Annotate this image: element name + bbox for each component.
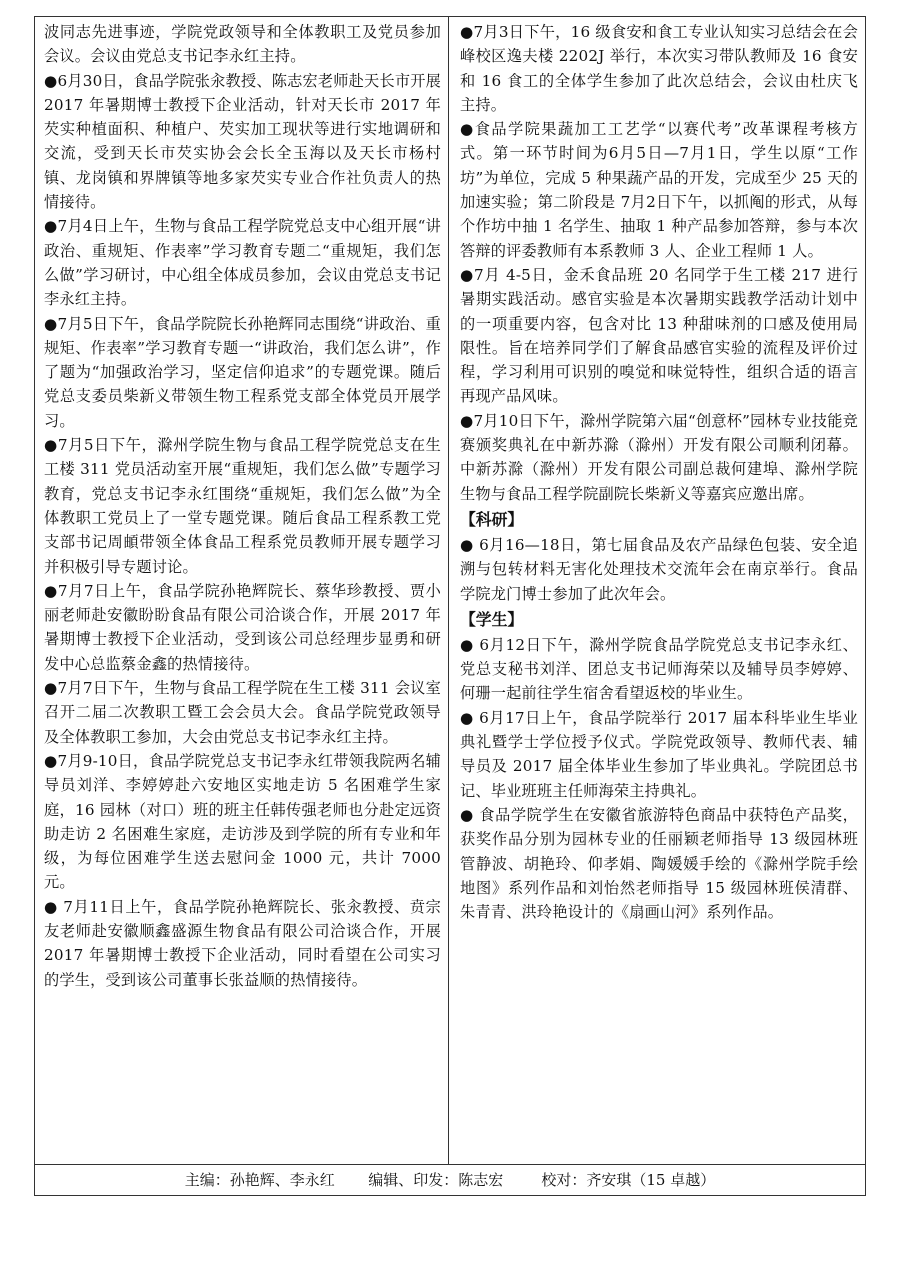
news-item: ●7月9-10日，食品学院党总支书记李永红带领我院两名辅导员刘洋、李婷婷赴六安地区实地走访 5 名困难学生家庭，16 园林（对口）班的班主任韩传强老师也分赴定远资助走访 2 名困难生家庭，走访涉及到学院的所有专业和年级，为每位困难学生送去慰问金 1000 元，共计 7000 元。 bbox=[44, 751, 441, 892]
news-item: ● 6月16—18日，第七届食品及农产品绿色包装、安全追溯与包转材料无害化处理技术交流年会在南京举行。食品学院龙门博士参加了此次年会。 bbox=[460, 535, 858, 603]
news-item: ●7月3日下午，16 级食安和食工专业认知实习总结会在会峰校区逸夫楼 2202J 举行，本次实习带队教师及 16 食安和 16 食工的全体学生参加了此次总结会，会议由杜庆飞主持。 bbox=[460, 23, 858, 114]
news-item: ●7月10日下午，滁州学院第六届“创意杯”园林专业技能竞赛颁奖典礼在中新苏滁（滁州）开发有限公司顺利闭幕。中新苏滁（滁州）开发有限公司副总裁何建埠、滁州学院生物与食品工程学院副院长柴新义等嘉宾应邀出席。 bbox=[460, 411, 858, 503]
section-heading-students: 【学生】 bbox=[460, 609, 524, 629]
news-item: ●7月5日下午，滁州学院生物与食品工程学院党总支在生工楼 311 党员活动室开展“重规矩，我们怎么做”专题学习教育，党总支书记李永红围绕“重规矩，我们怎么做”为全体教职工党员上了一堂专题党课。随后食品工程系教工党支部书记周頔带领全体食品工程系党员教师开展专题学习并积极引导专题讨论。 bbox=[44, 436, 441, 576]
news-item: ● 食品学院学生在安徽省旅游特色商品中获特色产品奖，获奖作品分别为园林专业的任丽颖老师指导 13 级园林班管静波、胡艳玲、仰孝娟、陶媛媛手绘的《滁州学院手绘地图》系列作品和刘怡然老师指导 15 级园林班侯清群、朱青青、洪玲艳设计的《扇画山河》系列作品。 bbox=[460, 805, 858, 922]
news-item: ●6月30日，食品学院张汆教授、陈志宏老师赴天长市开展 2017 年暑期博士教授下企业活动，针对天长市 2017 年芡实种植面积、种植户、芡实加工现状等进行实地调研和交流，受到天长市芡实协会会长全玉海以及天长市杨村镇、龙岗镇和界牌镇等地多家芡实专业合作社负责人的热情接待。 bbox=[44, 71, 441, 212]
news-item: ●7月7日上午，食品学院孙艳辉院长、蔡华珍教授、贾小丽老师赴安徽盼盼食品有限公司洽谈合作，开展 2017 年暑期博士教授下企业活动，受到该公司总经理步显勇和研发中心总监蔡金鑫的热情接待。 bbox=[44, 581, 441, 673]
news-item: ●7月 4-5日，金禾食品班 20 名同学于生工楼 217 进行暑期实践活动。感官实验是本次暑期实践教学活动计划中的一项重要内容，包含对比 13 种甜味剂的口感及使用局限性。旨在培养同学们了解食品感官实验的流程及评价过程，学习利用可识别的嗅觉和味觉特性，组织合适的语言再现产品风味。 bbox=[460, 265, 858, 406]
news-item: ● 7月11日上午，食品学院孙艳辉院长、张汆教授、贲宗友老师赴安徽顺鑫盛源生物食品有限公司洽谈合作，开展 2017 年暑期博士教授下企业活动，同时看望在公司实习的学生，受到该公司董事长张益顺的热情接待。 bbox=[44, 897, 441, 989]
news-item: ●食品学院果蔬加工工艺学“以赛代考”改革课程考核方式。第一环节时间为6月5日—7月1日，学生以原“工作坊”为单位，完成 5 种果蔬产品的开发，完成至少 25 天的加速实验；第二阶段是 7月2日下午，以抓阄的形式，从每个作坊中抽 1 名学生、抽取 1 种产品参加答辩，参与本次答辩的评委教师有本系教师 3 人、企业工程师 1 人。 bbox=[460, 120, 858, 260]
footer-layout: 编辑、印发：陈志宏 bbox=[368, 1171, 504, 1189]
left-column bbox=[34, 16, 448, 1164]
footer-proofread: 校对：齐安琪（15 卓越） bbox=[541, 1171, 716, 1189]
news-item: ● 6月12日下午，滁州学院食品学院党总支书记李永红、党总支秘书刘洋、团总支书记师海荣以及辅导员李婷婷、何珊一起前往学生宿舍看望返校的毕业生。 bbox=[460, 635, 858, 703]
footer-editor: 主编：孙艳辉、李永红 bbox=[184, 1171, 335, 1189]
news-item: 波同志先进事迹，学院党政领导和全体教职工及党员参加会议。会议由党总支书记李永红主持。 bbox=[44, 23, 441, 66]
news-item: ●7月5日下午，食品学院院长孙艳辉同志围绕“讲政治、重规矩、作表率”学习教育专题一“讲政治，我们怎么讲”，作了题为“加强政治学习，坚定信仰追求”的专题党课。随后党总支委员柴新义带领生物工程系党支部全体党员开展学习。 bbox=[44, 314, 441, 430]
footer-credits bbox=[34, 1164, 866, 1196]
news-item: ●7月7日下午，生物与食品工程学院在生工楼 311 会议室召开二届二次教职工暨工会会员大会。食品学院党政领导及全体教职工参加，大会由党总支书记李永红主持。 bbox=[44, 679, 441, 746]
section-heading-research: 【科研】 bbox=[460, 509, 524, 529]
news-item: ● 6月17日上午，食品学院举行 2017 届本科毕业生毕业典礼暨学士学位授予仪式。学院党政领导、教师代表、辅导员及 2017 届全体毕业生参加了毕业典礼。学院团总书记、毕业班班主任师海荣主持典礼。 bbox=[460, 708, 858, 800]
news-item: ●7月4日上午，生物与食品工程学院党总支中心组开展“讲政治、重规矩、作表率”学习教育专题二“重规矩，我们怎么做”学习研讨，中心组全体成员参加，会议由党总支书记李永红主持。 bbox=[44, 217, 441, 309]
right-column bbox=[448, 16, 866, 1164]
